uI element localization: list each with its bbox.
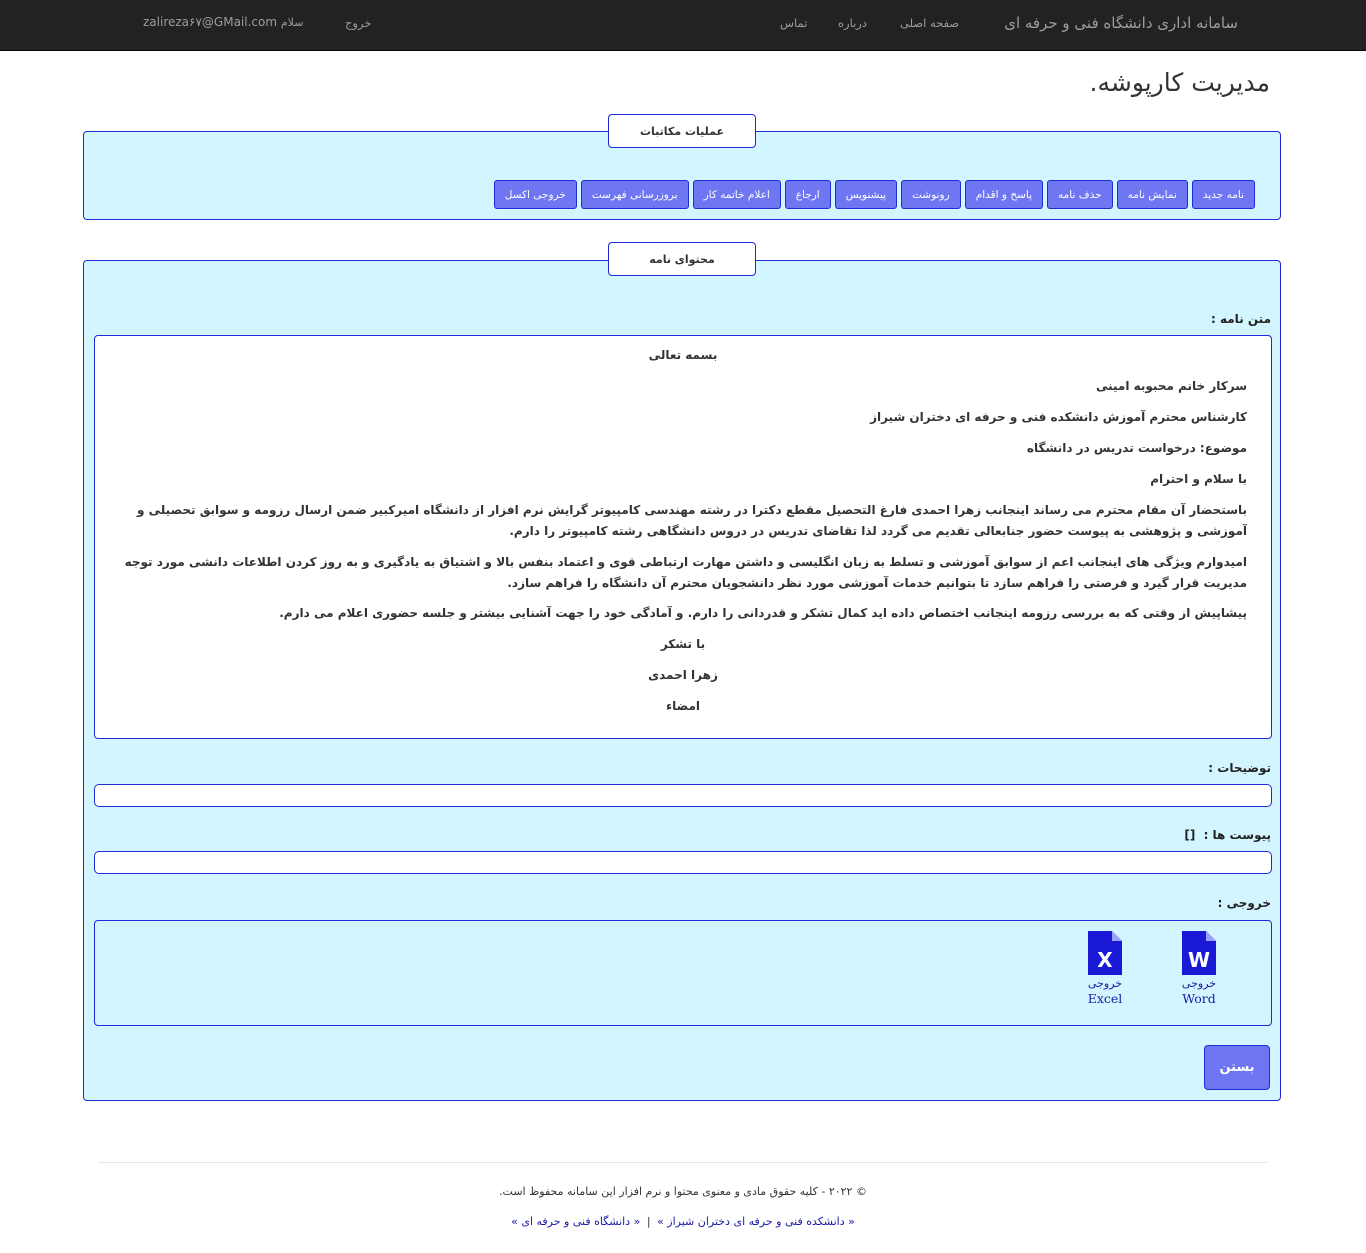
letter-line: با سلام و احترام [1150, 472, 1247, 486]
export-word-line2: Word [1182, 991, 1216, 1006]
nav-about-link[interactable]: درباره [838, 16, 867, 30]
letter-line: بسمه تعالی [648, 348, 718, 362]
attachments-field[interactable] [94, 851, 1272, 874]
footer-link-university[interactable]: « دانشگاه فنی و حرفه ای » [511, 1215, 641, 1228]
operations-toolbar [494, 180, 1255, 209]
letter-paragraph: پیشاپیش از وقتی که به بررسی رزومه اینجانب اختصاص داده اید کمال تشکر و قدردانی را دارم. و آمادگی خود را جهت آشنایی بیشتر و جلسه حضوری اعلام می دارم. [279, 606, 1247, 620]
footer-link-shiraz[interactable]: « دانشکده فنی و حرفه ای دختران شیراز » [657, 1215, 855, 1228]
show-letter-button[interactable]: نمایش نامه [1117, 180, 1188, 209]
operations-legend: عملیات مکاتبات [608, 114, 756, 148]
output-panel [94, 920, 1272, 1026]
footer-divider [98, 1162, 1268, 1163]
letter-line: زهرا احمدی [648, 668, 718, 682]
export-excel-line2: Excel [1087, 991, 1123, 1006]
footer-separator: | [646, 1215, 651, 1228]
letter-body-label: متن نامه : [1211, 312, 1271, 326]
nav-home-link[interactable]: صفحه اصلی [900, 16, 960, 30]
delete-letter-button[interactable]: حذف نامه [1047, 180, 1113, 209]
word-icon-letter: W [1187, 948, 1211, 972]
close-button[interactable]: بستن [1204, 1045, 1270, 1090]
footer-copyright: © ۲۰۲۲ - کلیه حقوق مادی و معنوی محتوا و نرم افزار این سامانه محفوظ است. [499, 1185, 867, 1198]
draft-button[interactable]: پیشنویس [835, 180, 897, 209]
logout-link[interactable]: خروج [345, 16, 372, 30]
greeting-text: سلام [280, 16, 304, 29]
new-letter-button[interactable]: نامه جدید [1192, 180, 1255, 209]
export-word-button[interactable] [1169, 931, 1229, 1007]
excel-file-icon [1088, 931, 1122, 975]
copy-button[interactable]: رونوشت [901, 180, 961, 209]
user-email: zalireza۶۷@GMail.com [143, 15, 278, 29]
word-file-icon [1182, 931, 1216, 975]
top-navbar [0, 0, 1366, 51]
export-excel-button[interactable] [1075, 931, 1135, 1007]
letter-line: موضوع: درخواست تدریس در دانشگاه [1026, 441, 1247, 455]
export-excel-line1: خروجی [1087, 977, 1123, 990]
footer-links [0, 1215, 1366, 1228]
output-label: خروجی : [1217, 896, 1271, 910]
user-greeting[interactable] [143, 15, 303, 29]
reply-action-button[interactable]: پاسخ و اقدام [965, 180, 1043, 209]
letter-paragraph: امیدوارم ویژگی های اینجانب اعم از سوابق آموزشی و تسلط به زبان انگلیسی و داشتن مهارت ارتباطی قوی و اعتماد بنفس بالا و اشتیاق به یادگیری و به روز کردن اطلاعات دانشی مورد توجه مدیریت قرار گیرد و فرصتی را فراهم سازد تا بتوانیم خدمات آموزشی مورد نظر دانشجویان محترم آن دانشگاه را فراهم سازد. [124, 555, 1247, 590]
nav-contact-link[interactable]: تماس [780, 16, 808, 30]
letter-body [94, 335, 1272, 739]
letter-content-legend: محتوای نامه [608, 242, 756, 276]
attachments-value: [] [1184, 828, 1196, 842]
letter-content-panel [83, 260, 1281, 1101]
refresh-list-button[interactable]: بروزرسانی فهرست [581, 180, 689, 209]
page-title: مدیریت کارپوشه. [1089, 68, 1270, 97]
letter-line: کارشناس محترم آموزش دانشکده فنی و حرفه ای دختران شیراز [870, 410, 1247, 424]
attachments-label [1184, 828, 1271, 842]
excel-icon-letter: X [1097, 948, 1113, 972]
excel-export-button[interactable]: خروجی اکسل [494, 180, 577, 209]
app-brand[interactable]: سامانه اداری دانشگاه فنی و حرفه ای [1004, 14, 1238, 32]
export-word-line1: خروجی [1181, 977, 1217, 990]
attachments-label-text: پیوست ها : [1203, 828, 1271, 842]
finish-work-button[interactable]: اعلام خاتمه کار [693, 180, 781, 209]
notes-field[interactable] [94, 784, 1272, 807]
letter-line: با تشکر [660, 637, 706, 651]
letter-paragraph: باستحضار آن مقام محترم می رساند اینجانب زهرا احمدی فارغ التحصیل مقطع دکترا در رشته مهندسی کامپیوتر گرایش نرم افزار از دانشگاه امیرکبیر ضمن ارسال رزومه و سوابق تحصیلی و آموزشی و پژوهشی به پیوست حضور جنابعالی تقدیم می گردد لذا تقاضای تدریس در دروس دانشگاهی رشته کامپیوتر را دارم. [137, 503, 1247, 538]
letter-signature: امضاء [665, 699, 700, 713]
notes-label: توضیحات : [1208, 761, 1271, 775]
letter-line: سرکار خانم محبوبه امینی [1095, 379, 1247, 393]
refer-button[interactable]: ارجاع [785, 180, 831, 209]
